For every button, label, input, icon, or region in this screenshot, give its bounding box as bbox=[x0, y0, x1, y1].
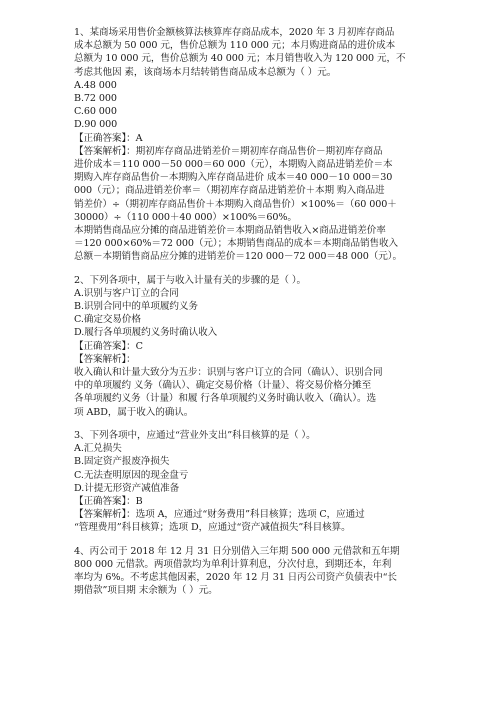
analysis-line: 项 ABD，属于收入的确认。 bbox=[74, 406, 194, 418]
analysis-line: 总额－本期销售商品应分摊的进销差价＝120 000－72 000＝48 000（元）。 bbox=[74, 251, 402, 263]
question-stem-line: 率均为 6%。不考虑其他因素，2020 年 12 月 31 日丙公司资产负债表中“长 bbox=[74, 571, 397, 583]
analysis-line: 收入确认和计量大致分为五步：识别与客户订立的合同（确认）、识别合同 bbox=[74, 367, 383, 379]
analysis-line: 【答案解析】： bbox=[74, 353, 136, 365]
option-c: C.60 000 bbox=[74, 106, 117, 118]
question-1 bbox=[74, 26, 466, 264]
question-stem-line: 考虑其他因 素，该商场本月结转销售商品成本总额为（ ）元。 bbox=[74, 66, 337, 78]
question-stem-line: 800 000 元借款。两项借款均为单利计算利息，分次付息，到期还本，年利 bbox=[74, 558, 392, 570]
analysis-line: 【答案解析】：选项 A，应通过“财务费用”科目核算；选项 C，应通过 bbox=[74, 509, 365, 521]
question-stem-line: 2、下列各项中，属于与收入计量有关的步骤的是（ ）。 bbox=[74, 274, 307, 286]
question-stem-line: 期借款”项目期 末余额为（ ）元。 bbox=[74, 585, 218, 597]
option-c: C.无法查明原因的现金盘亏 bbox=[74, 469, 189, 481]
question-stem-line: 总额为 10 000 元，售价总额为 40 000 元；本月销售收入为 120 000 元，不 bbox=[74, 53, 406, 65]
analysis-line: ＝120 000×60%＝72 000（元）；本期销售商品的成本＝本期商品销售收入 bbox=[74, 238, 398, 250]
option-d: D.履行各单项履约义务时确认收入 bbox=[74, 327, 218, 339]
option-a: A.48 000 bbox=[74, 79, 117, 91]
question-stem-line: 3、下列各项中，应通过“营业外支出”科目核算的是（ ）。 bbox=[74, 429, 316, 441]
option-b: B.固定资产报废净损失 bbox=[74, 456, 170, 468]
option-a: A.汇兑损失 bbox=[74, 443, 122, 455]
correct-answer: 【正确答案】：B bbox=[74, 495, 143, 507]
analysis-line: “管理费用”科目核算；选项 D，应通过“资产减值损失”科目核算。 bbox=[74, 522, 351, 534]
option-b: B.识别合同中的单项履约义务 bbox=[74, 301, 198, 313]
correct-answer: 【正确答案】：C bbox=[74, 340, 143, 352]
question-stem-line: 成本总额为 50 000 元，售价总额为 110 000 元；本月购进商品的进价成本 bbox=[74, 40, 396, 52]
document-page bbox=[74, 26, 466, 607]
question-stem-line: 1、某商场采用售价金额核算法核算库存商品成本，2020 年 3 月初库存商品 bbox=[74, 27, 395, 38]
question-4 bbox=[74, 545, 466, 598]
question-3 bbox=[74, 429, 466, 535]
analysis-line: 销差价）÷（期初库存商品售价＋本期购入商品售价）×100%＝（60 000＋ bbox=[74, 198, 397, 210]
option-a: A.识别与客户订立的合同 bbox=[74, 287, 179, 299]
analysis-line: 000（元）；商品进销差价率＝（期初库存商品进销差价＋本期 购入商品进 bbox=[74, 185, 385, 197]
analysis-line: 【答案解析】：期初库存商品进销差价＝期初库存商品售价－期初库存商品 bbox=[74, 145, 383, 157]
option-b: B.72 000 bbox=[74, 93, 117, 105]
analysis-line: 期购入库存商品售价－本期购入库存商品进价 成本＝40 000－10 000＝30 bbox=[74, 172, 393, 184]
analysis-line: 中的单项履约 义务（确认）、确定交易价格（计量）、将交易价格分摊至 bbox=[74, 380, 372, 392]
option-c: C.确定交易价格 bbox=[74, 314, 141, 326]
question-2 bbox=[74, 274, 466, 419]
option-d: D.90 000 bbox=[74, 119, 118, 131]
analysis-line: 本期销售商品应分摊的商品进销差价＝本期商品销售收入×商品进销差价率 bbox=[74, 225, 386, 237]
option-d: D.计提无形资产减值准备 bbox=[74, 482, 180, 494]
analysis-line: 各单项履约义务（计量）和履 行各单项履约义务时确认收入（确认）。选 bbox=[74, 393, 376, 405]
analysis-line: 进价成本＝110 000－50 000＝60 000（元），本期购入商品进销差价＝本 bbox=[74, 159, 393, 171]
analysis-line: 30000）÷（110 000＋40 000）×100%＝60%。 bbox=[74, 211, 297, 223]
question-stem-line: 4、丙公司于 2018 年 12 月 31 日分别借入三年期 500 000 元借款和五年期 bbox=[74, 545, 400, 557]
correct-answer: 【正确答案】：A bbox=[74, 132, 143, 144]
